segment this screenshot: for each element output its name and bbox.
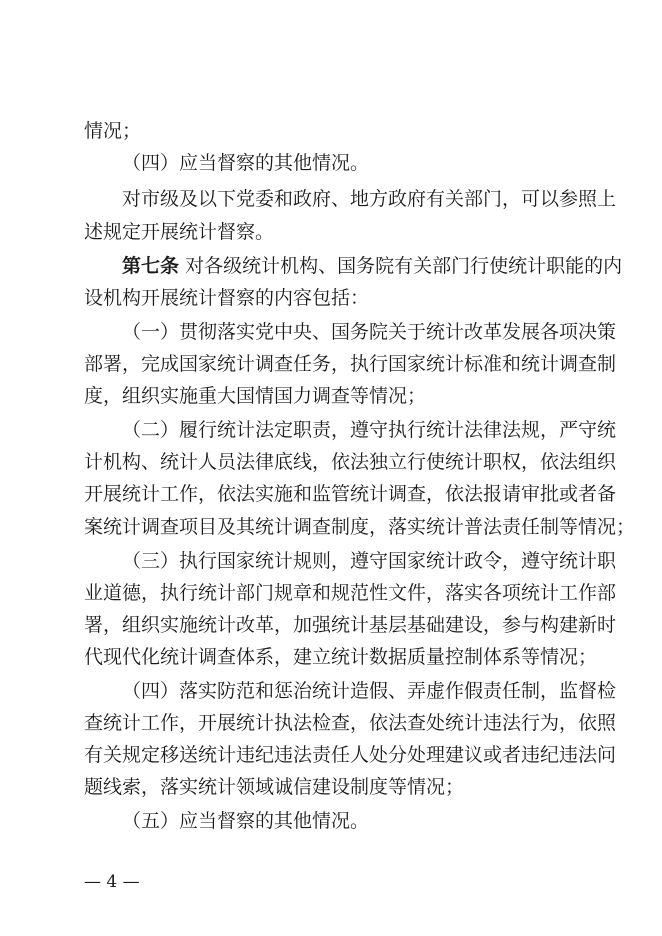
text-line: 案统计调查项目及其统计调查制度，落实统计普法责任制等情况； — [84, 516, 636, 538]
text-line: 度，组织实施重大国情国力调查等情况； — [84, 385, 427, 407]
text-line: 设机构开展统计督察的内容包括： — [84, 287, 370, 309]
text-line: 部署，完成国家统计调查任务，执行国家统计标准和统计调查制 — [84, 353, 617, 375]
text-line: 业道德，执行统计部门规章和规范性文件，落实各项统计工作部 — [84, 582, 617, 604]
text-line: （四）应当督察的其他情况。 — [122, 152, 370, 174]
text-line: 对市级及以下党委和政府、地方政府有关部门，可以参照上 — [122, 188, 617, 210]
text-line: 查统计工作，开展统计执法检查，依法查处统计违法行为，依照 — [84, 712, 617, 734]
article-heading: 第七条 — [122, 255, 180, 277]
text-line: 情况； — [84, 120, 142, 142]
text-line: 署，组织实施统计改革，加强统计基层基础建设，参与构建新时 — [84, 614, 617, 636]
text-line: （二）履行统计法定职责，遵守执行统计法律法规，严守统 — [122, 419, 617, 441]
text-line: 有关规定移送统计违纪违法责任人处分处理建议或者违纪违法问 — [84, 744, 617, 766]
text-line: 代现代化统计调查体系，建立统计数据质量控制体系等情况； — [84, 646, 598, 668]
text-line: 开展统计工作，依法实施和监管统计调查，依法报请审批或者备 — [84, 483, 617, 505]
text-line: 计机构、统计人员法律底线，依法独立行使统计职权，依法组织 — [84, 451, 617, 473]
text-line: （四）落实防范和惩治统计造假、弄虚作假责任制，监督检 — [122, 680, 617, 702]
page-number: — 4 — — [84, 872, 140, 892]
text-line: （一）贯彻落实党中央、国务院关于统计改革发展各项决策 — [122, 321, 617, 343]
text-line: （五）应当督察的其他情况。 — [122, 810, 370, 832]
text-line: 述规定开展统计督察。 — [84, 221, 275, 243]
article-text: 对各级统计机构、国务院有关部门行使统计职能的内 — [185, 255, 623, 277]
article-line — [122, 250, 623, 282]
text-line: （三）执行国家统计规则，遵守国家统计政令，遵守统计职 — [122, 550, 617, 572]
text-line: 题线索，落实统计领域诚信建设制度等情况； — [84, 776, 465, 798]
